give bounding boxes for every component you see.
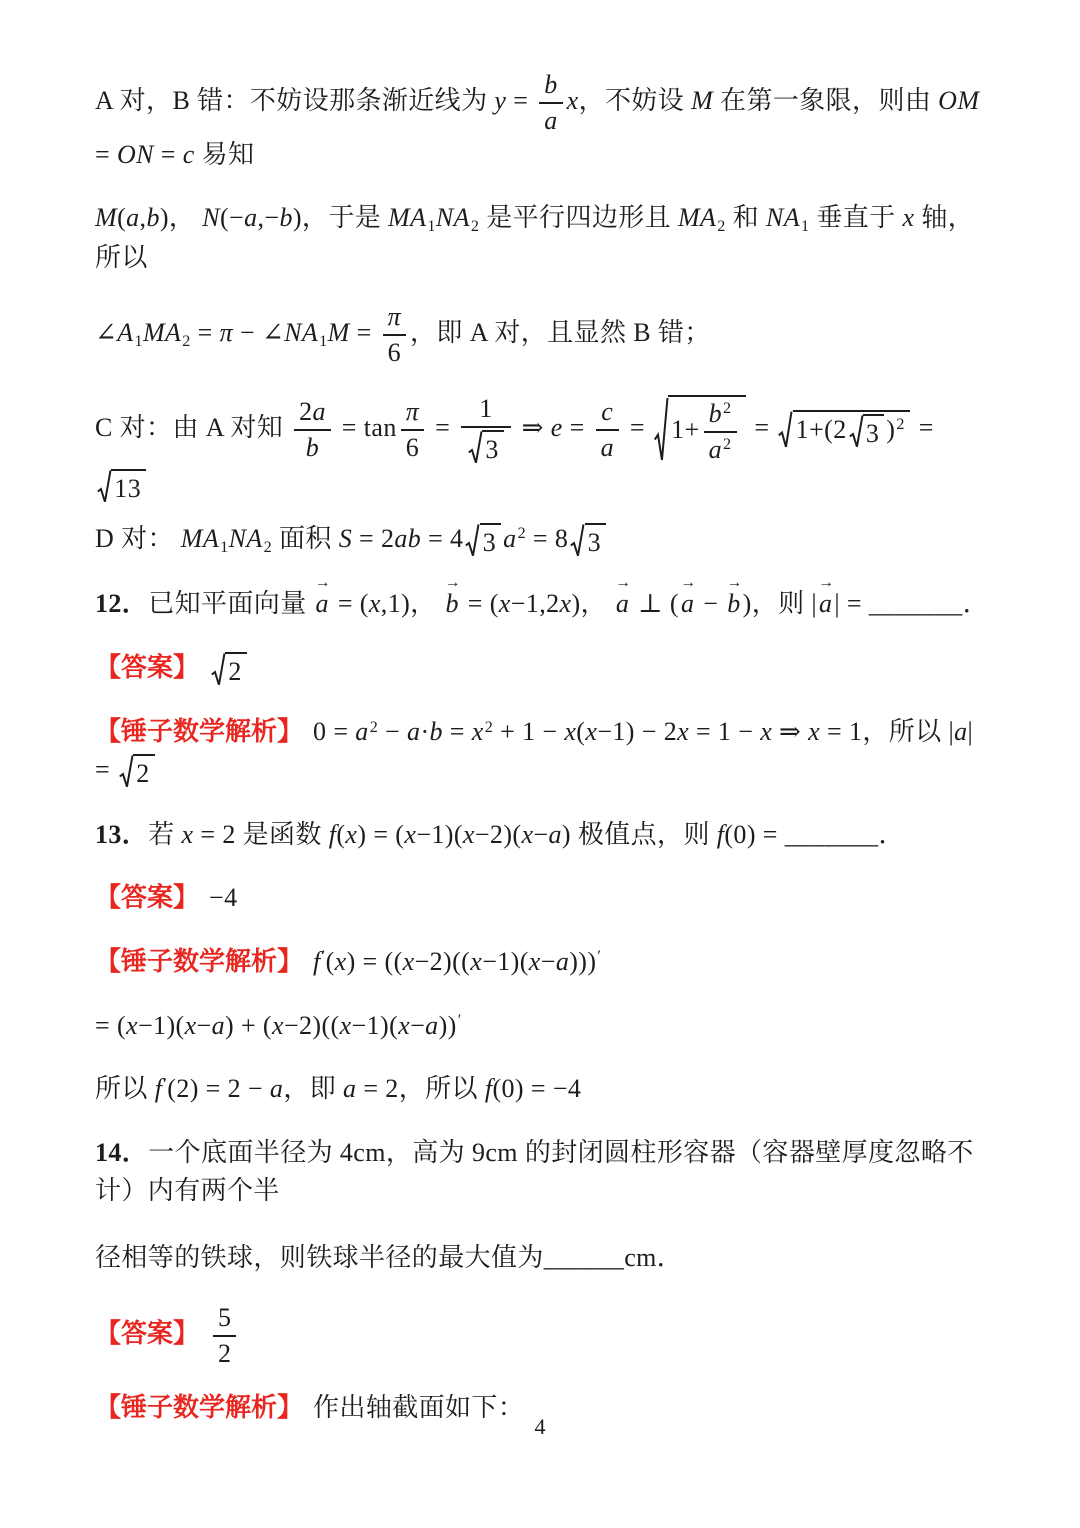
line-ab-analysis-2 [95, 199, 990, 276]
answer-label: 【答案】 [95, 1318, 200, 1349]
math-content: f′(x) = ((x−2)((x−1)(x−a)))′ [313, 947, 602, 977]
math-content: 12．已知平面向量 → a = (x,1)， → b = (x−1,2x)， → a ⊥ ( → a − → b)，则 | → a| = _______． [95, 574, 990, 619]
question-12 [95, 574, 990, 623]
math-content: D 对： MA1NA2 面积 S = 2ab = 4 3 $a^2 = 8$ 3 [95, 524, 608, 553]
math-content: 2 [209, 653, 249, 682]
radical-sign-icon [654, 395, 668, 465]
radical-sign-icon [465, 523, 479, 558]
line-c-analysis [95, 394, 990, 504]
math-content: 13．若 x = 2 是函数 f(x) = (x−1)(x−2)(x−a) 极值点，则 f(0) = _______． [95, 819, 905, 849]
analysis-label: 【锤子数学解析】 [95, 1391, 304, 1422]
answer-label: 【答案】 [95, 651, 200, 682]
vector-arrow-icon: → [314, 574, 331, 592]
vector-arrow-icon: → [615, 574, 632, 592]
math-content: ∠A1MA2 = π − ∠NA1M = $\frac{\pi}{6}$ ，即 A 对，且显然 B 错； [95, 302, 711, 368]
line-ab-analysis-1 [95, 70, 990, 173]
radical-sign-icon [570, 523, 584, 558]
analysis-12 [95, 713, 990, 789]
vector-arrow-icon: → [444, 574, 461, 592]
math-content: C 对：由 A 对知 $\frac{2a}{b}$ = tan $\frac{\pi}{6}$ = $\frac{1}{3}$ ⇒ e = $\frac{c}{a}$ = 1+ $\frac{b^2}{a^2}$ = 1+(2 3 )$^2$ = 13 [95, 394, 934, 503]
analysis-13-1 [95, 943, 990, 981]
radical-sign-icon [119, 754, 133, 789]
answer-14 [95, 1303, 990, 1369]
radical-sign-icon [97, 469, 111, 504]
radical-sign-icon [468, 430, 482, 465]
math-content: $\frac{5}{2}$ [209, 1319, 240, 1348]
math-content: 14．一个底面半径为 4cm，高为 9cm 的封闭圆柱形容器（容器壁厚度忽略不计）内有两个半 [95, 1138, 974, 1205]
radical-sign-icon [849, 414, 863, 449]
line-ab-analysis-3 [95, 302, 990, 368]
vector-arrow-icon: → [818, 574, 835, 592]
math-content: 所以 f′(2) = 2 − a，即 a = 2，所以 f(0) = −4 [95, 1074, 582, 1104]
answer-label: 【答案】 [95, 882, 200, 913]
page-number: 4 [534, 1414, 546, 1439]
math-content: $0 = a^2 - a\cdot b = x^2 + 1 - x(x-1) - 2x = 1 - x$ ⇒ x = 1，所以 |a| = 2 [95, 717, 974, 789]
question-13 [95, 816, 990, 854]
analysis-label: 【锤子数学解析】 [95, 946, 304, 977]
math-content: A 对，B 错：不妨设那条渐近线为 y = $\frac{b}{a}$ x，不妨设 M 在第一象限，则由 OM = ON = c 易知 [95, 70, 980, 169]
math-content: 径相等的铁球，则铁球半径的最大值为______cm． [95, 1243, 684, 1273]
math-content: −4 [209, 883, 238, 913]
analysis-label: 【锤子数学解析】 [95, 716, 304, 747]
answer-13 [95, 879, 990, 917]
analysis-13-2 [95, 1007, 990, 1045]
vector-arrow-icon: → [726, 574, 743, 592]
radical-sign-icon [211, 652, 225, 687]
math-content: M(a,b)， N(−a,−b)，于是 MA1NA2 是平行四边形且 MA2 和 NA1 垂直于 x 轴，所以 [95, 203, 975, 272]
line-d-analysis [95, 520, 990, 559]
analysis-13-3 [95, 1070, 990, 1108]
math-content: = (x−1)(x−a) + (x−2)((x−1)(x−a))′ [95, 1010, 462, 1040]
question-14-1 [95, 1134, 990, 1209]
answer-12 [95, 649, 990, 688]
vector-arrow-icon: → [680, 574, 697, 592]
radical-sign-icon [778, 410, 792, 450]
question-14-2 [95, 1239, 990, 1277]
math-content: 作出轴截面如下： [313, 1392, 525, 1422]
